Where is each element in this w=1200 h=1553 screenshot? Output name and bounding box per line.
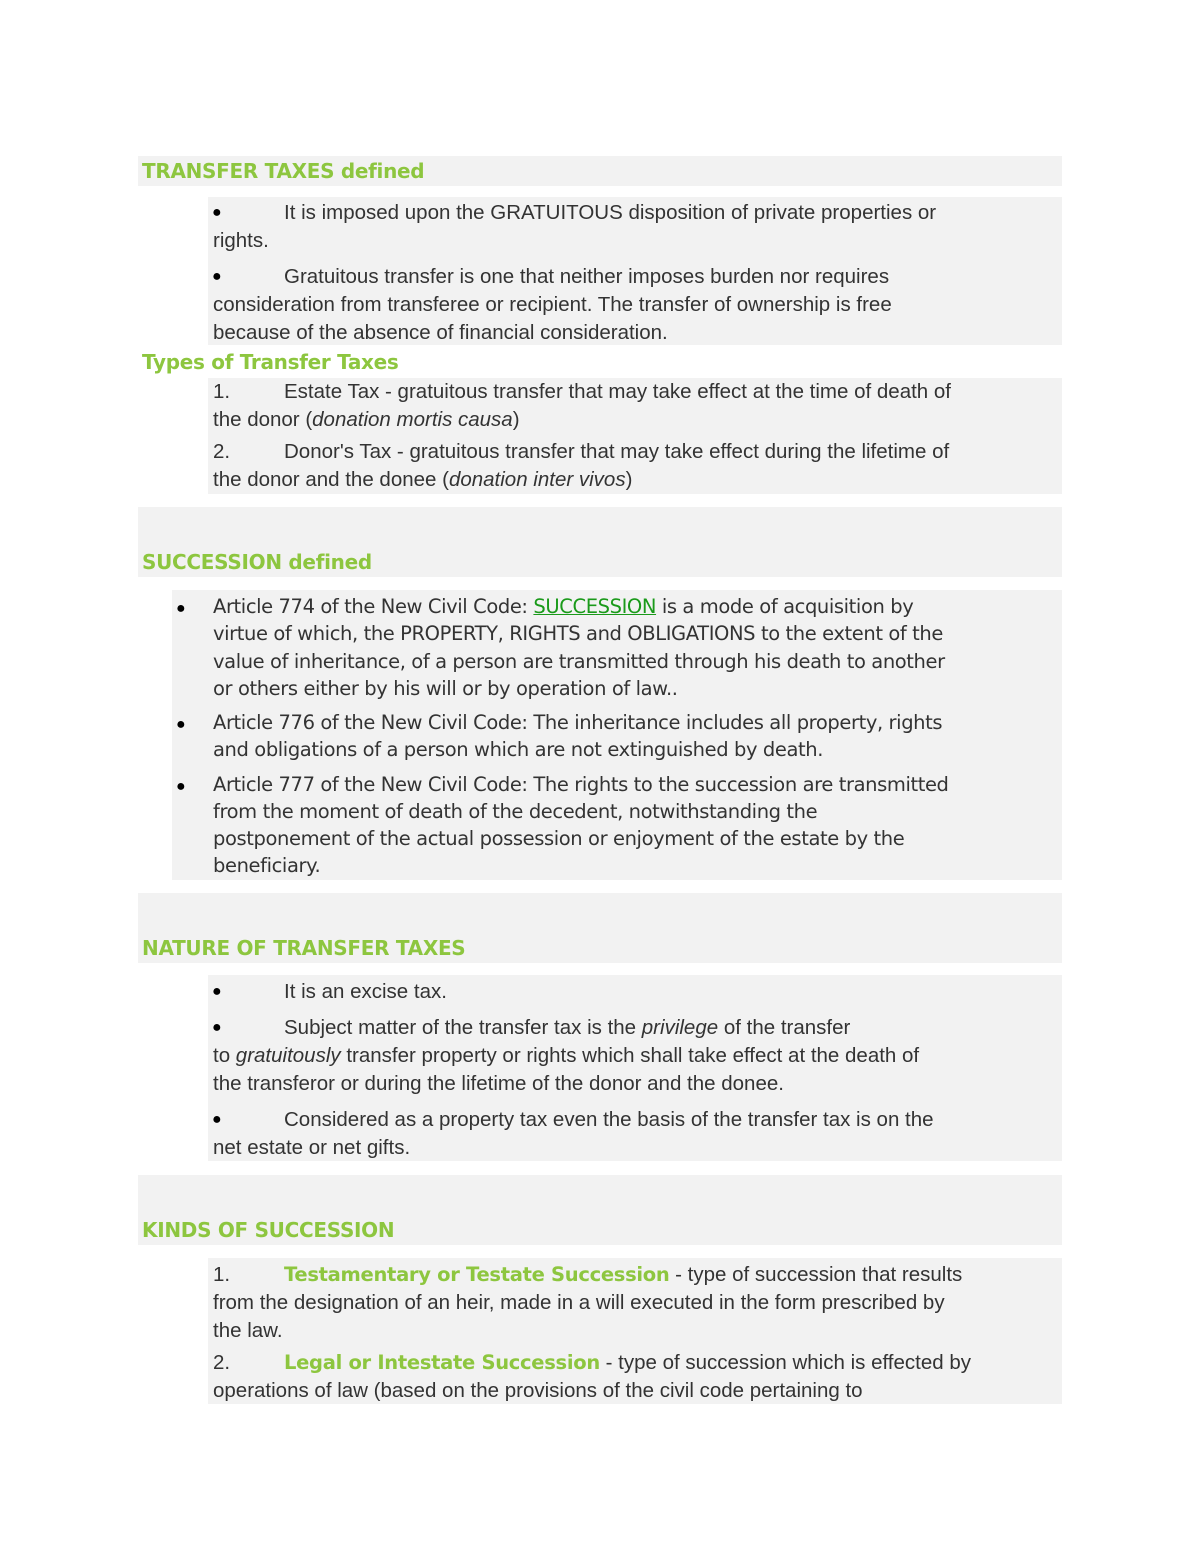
text-line: Considered as a property tax even the basis of the transfer tax is on the [284,1108,934,1131]
section-heading-types: Types of Transfer Taxes [142,350,399,374]
text-line: to gratuitously transfer property or rights which shall take effect at the death of [213,1044,920,1067]
text-line: beneficiary. [213,854,321,877]
text-line: Subject matter of the transfer tax is the privilege of the transfer [284,1016,851,1039]
list-number: 2. [213,440,231,463]
text-line: net estate or net gifts. [213,1136,411,1159]
list-number: 1. [213,1263,231,1286]
text-line: the transferor or during the lifetime of the donor and the donee. [213,1072,784,1095]
bullet-icon: ● [176,778,186,795]
text-line: and obligations of a person which are not extinguished by death. [213,738,824,761]
section-heading-kinds: KINDS OF SUCCESSION [138,1175,1062,1245]
bullet-icon: ● [212,1019,222,1036]
text-line: Gratuitous transfer is one that neither imposes burden nor requires [284,265,890,288]
text-line: consideration from transferee or recipient. The transfer of ownership is free [213,293,892,316]
text-line: Estate Tax - gratuitous transfer that may take effect at the time of death of [284,380,951,403]
text-line: virtue of which, the PROPERTY, RIGHTS and OBLIGATIONS to the extent of the [213,622,943,645]
text-line: the donor (donation mortis causa) [213,408,520,431]
bullet-icon: ● [212,1111,222,1128]
text-line: Testamentary or Testate Succession - type of succession that results [284,1263,963,1286]
bullet-icon: ● [176,600,186,617]
succession-link[interactable]: SUCCESSION [533,595,657,618]
section-heading-succession: SUCCESSION defined [138,507,1062,577]
text-line: It is imposed upon the GRATUITOUS disposition of private properties or [284,201,937,224]
text-line: Donor's Tax - gratuitous transfer that may take effect during the lifetime of [284,440,950,463]
text-line: the donor and the donee (donation inter vivos) [213,468,633,491]
term-testate: Testamentary or Testate Succession [284,1263,670,1286]
text-line: from the moment of death of the decedent, notwithstanding the [213,800,818,823]
text-line: It is an excise tax. [284,980,447,1003]
text-line: value of inheritance, of a person are transmitted through his death to another [213,650,945,673]
term-intestate: Legal or Intestate Succession [284,1351,600,1374]
text-line: rights. [213,229,269,252]
text-line: Article 774 of the New Civil Code: SUCCESSION is a mode of acquisition by [213,595,914,618]
bullet-icon: ● [212,983,222,1000]
bullet-icon: ● [212,268,222,285]
text-line: the law. [213,1319,283,1342]
section-heading-nature: NATURE OF TRANSFER TAXES [138,893,1062,963]
text-line: or others either by his will or by operation of law.. [213,677,678,700]
text-line: Article 777 of the New Civil Code: The rights to the succession are transmitted [213,773,949,796]
text-line: operations of law (based on the provisions of the civil code pertaining to [213,1379,863,1402]
text-line: Legal or Intestate Succession - type of succession which is effected by [284,1351,971,1374]
list-number: 2. [213,1351,231,1374]
text-line: because of the absence of financial consideration. [213,321,668,344]
section-heading-transfer-taxes: TRANSFER TAXES defined [138,156,1062,186]
bullet-icon: ● [212,204,222,221]
text-line: from the designation of an heir, made in a will executed in the form prescribed by [213,1291,945,1314]
bullet-icon: ● [176,716,186,733]
text-line: Article 776 of the New Civil Code: The inheritance includes all property, rights [213,711,943,734]
list-number: 1. [213,380,231,403]
text-line: postponement of the actual possession or enjoyment of the estate by the [213,827,905,850]
